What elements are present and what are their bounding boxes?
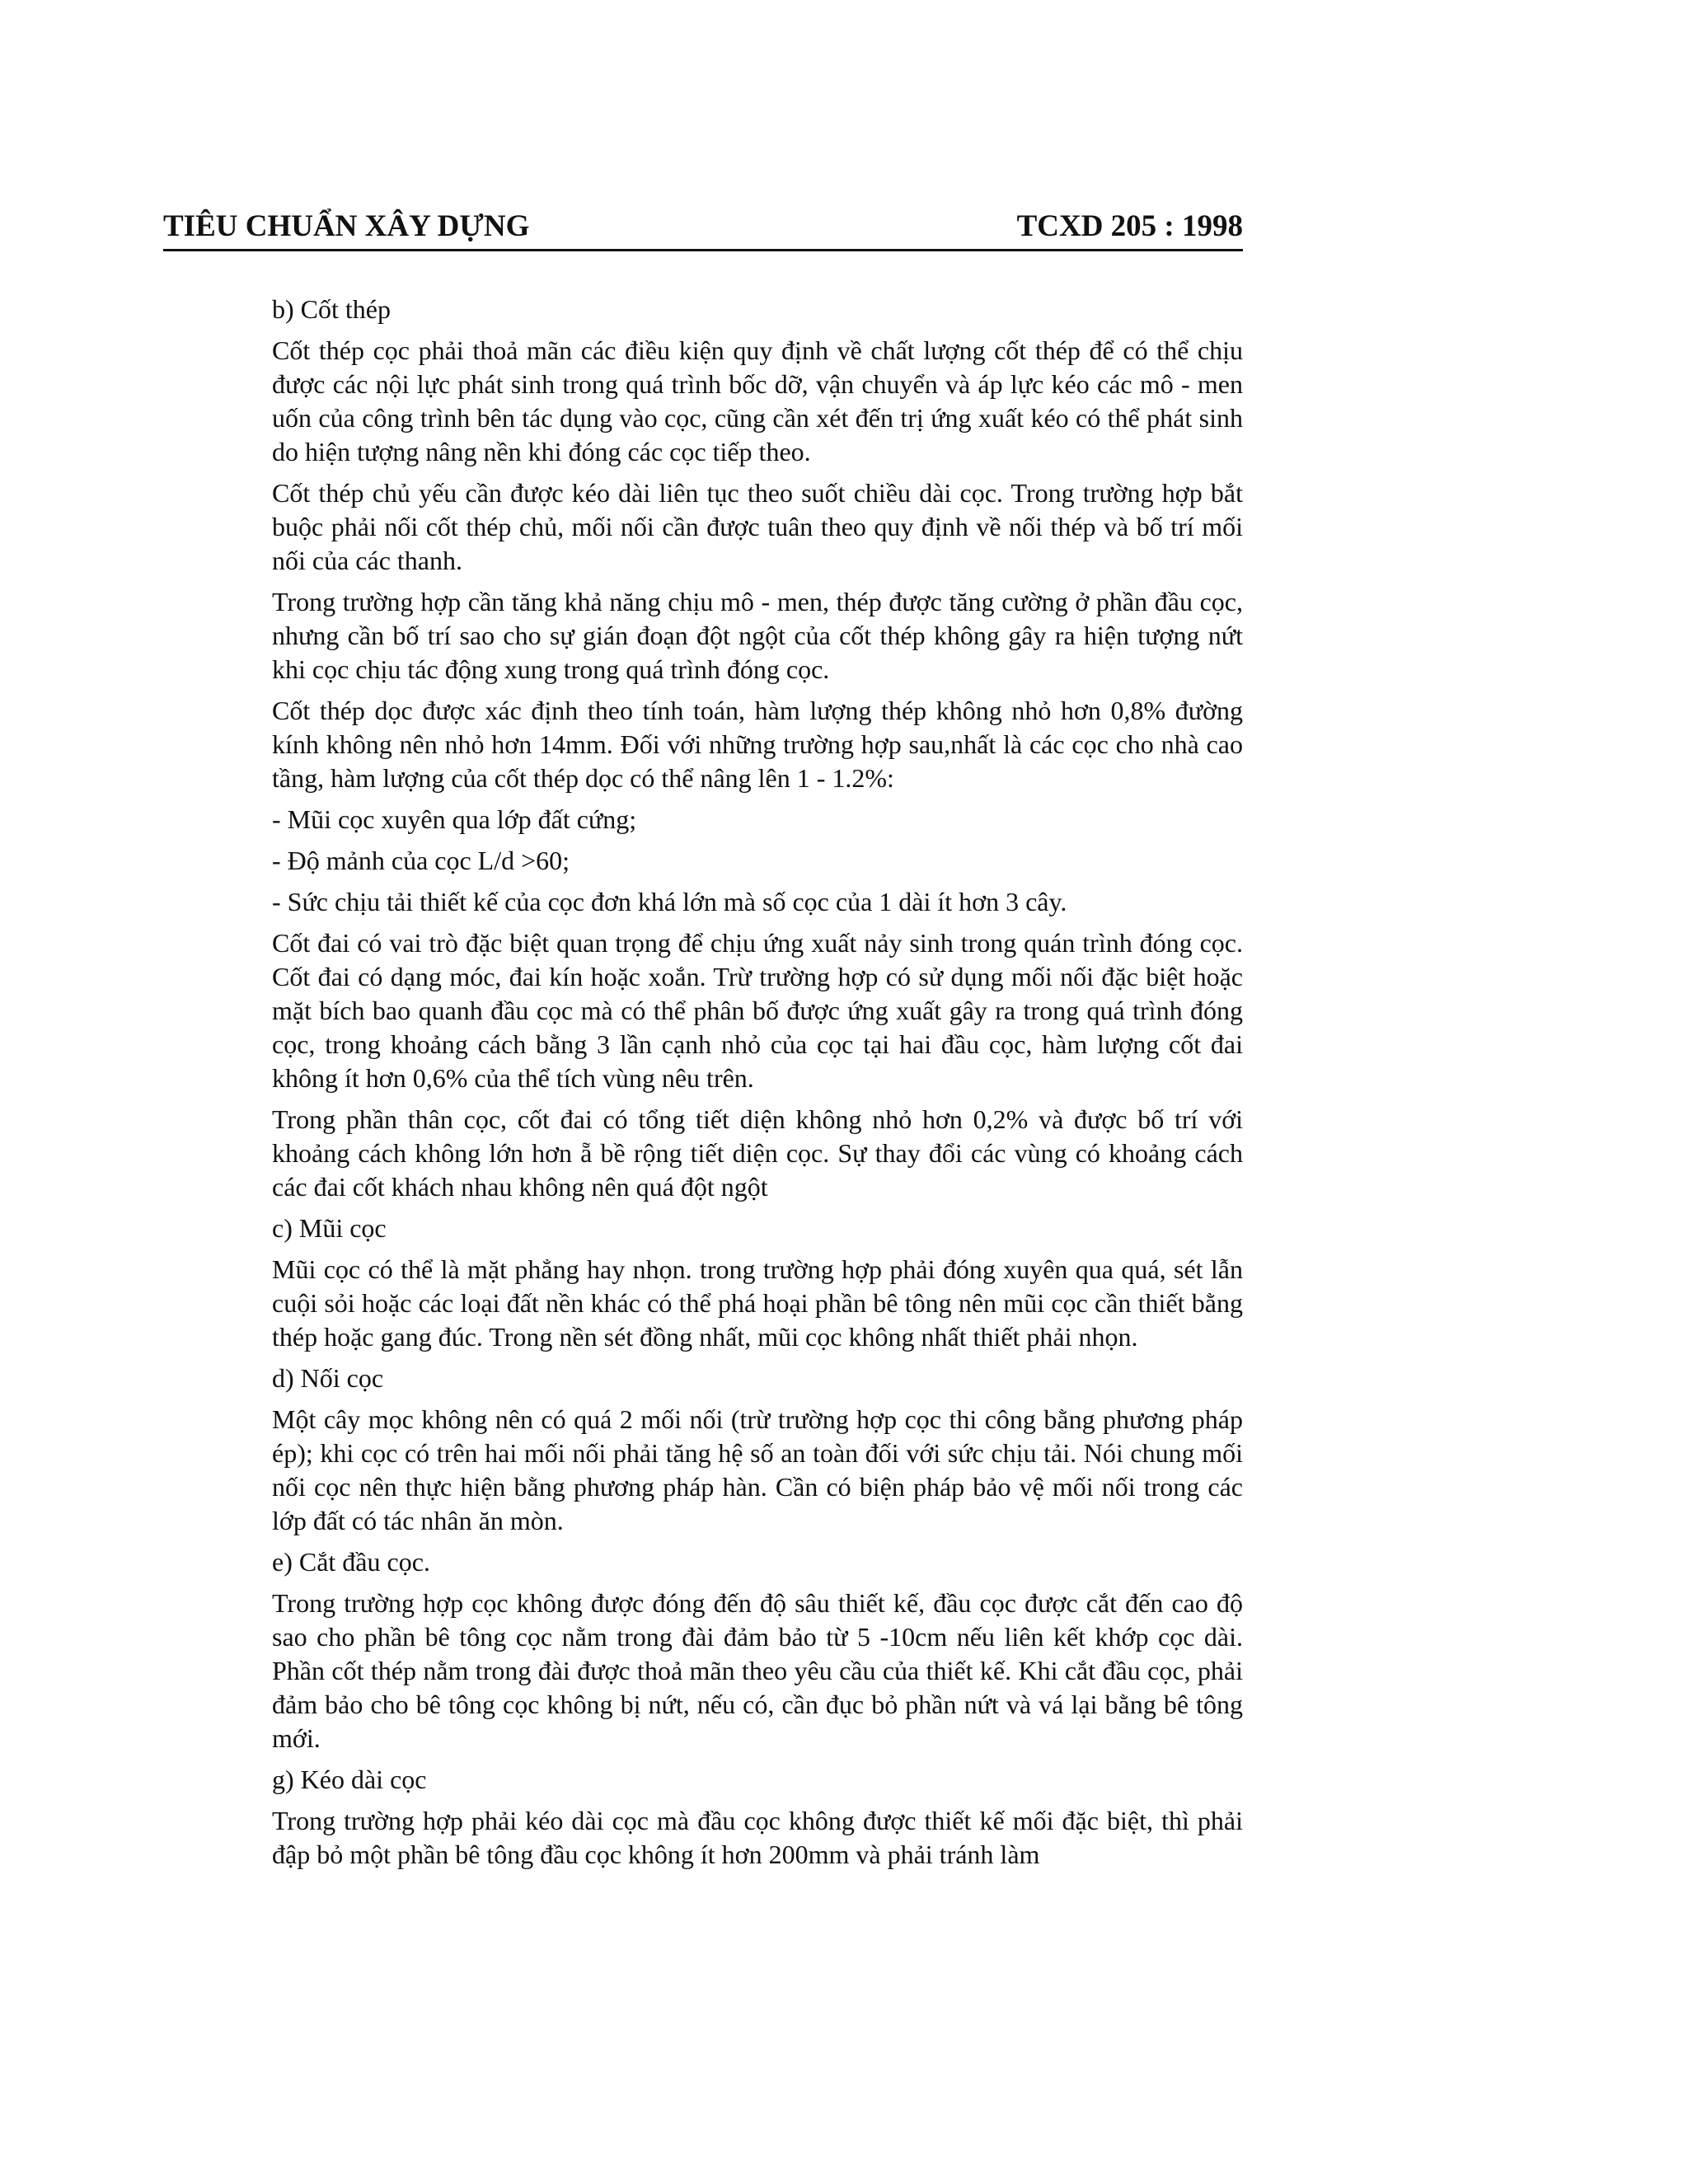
paragraph: Trong phần thân cọc, cốt đai có tổng tiết diện không nhỏ hơn 0,2% và được bố trí với khoảng cách không lớn hơn ẵ bề rộng tiết diện cọc. Sự thay đổi các vùng có khoảng cách các đai cốt khách nhau không nên quá đột ngột (272, 1104, 1243, 1202)
paragraph: Trong trường hợp cần tăng khả năng chịu mô - men, thép được tăng cường ở phần đầu cọc, nhưng cần bố trí sao cho sự gián đoạn đột ngột của cốt thép không gây ra hiện tượng nứt khi cọc chịu tác động xung trong quá trình đóng cọc. (272, 587, 1243, 684)
running-header (163, 208, 1243, 246)
paragraph: Cốt thép cọc phải thoả mãn các điều kiện quy định về chất lượng cốt thép để có thể chịu được các nội lực phát sinh trong quá trình bốc dỡ, vận chuyển và áp lực kéo các mô - men uốn của công trình bên tác dụng vào cọc, cũng cần xét đến trị ứng xuất kéo có thể phát sinh do hiện tượng nâng nền khi đóng các cọc tiếp theo. (272, 335, 1243, 466)
standard-category-title: TIÊU CHUẨN XÂY DỰNG (163, 209, 530, 243)
paragraph: Mũi cọc có thể là mặt phẳng hay nhọn. trong trường hợp phải đóng xuyên qua quá, sét lẫn cuội sỏi hoặc các loại đất nền khác có thể phá hoại phần bê tông nên mũi cọc cần thiết bằng thép hoặc gang đúc. Trong nền sét đồng nhất, mũi cọc không nhất thiết phải nhọn. (272, 1254, 1243, 1352)
standard-code: TCXD 205 : 1998 (1016, 209, 1243, 243)
list-item: - Sức chịu tải thiết kế của cọc đơn khá lớn mà số cọc của 1 dài ít hơn 3 cây. (272, 887, 1067, 916)
section-heading-pile-cutting: e) Cắt đầu cọc. (272, 1547, 430, 1577)
list-item: - Độ mảnh của cọc L/d >60; (272, 846, 570, 875)
header-divider (163, 249, 1243, 251)
list-item: - Mũi cọc xuyên qua lớp đất cứng; (272, 804, 637, 834)
paragraph: Trong trường hợp cọc không được đóng đến độ sâu thiết kế, đầu cọc được cắt đến cao độ sao cho phần bê tông cọc nằm trong đài đảm bảo từ 5 -10cm nếu liên kết khớp cọc dài. Phần cốt thép nằm trong đài được thoả mãn theo yêu cầu của thiết kế. Khi cắt đầu cọc, phải đảm bảo cho bê tông cọc không bị nứt, nếu có, cần đục bỏ phần nứt và vá lại bằng bê tông mới. (272, 1588, 1243, 1753)
paragraph: Trong trường hợp phải kéo dài cọc mà đầu cọc không được thiết kế mối đặc biệt, thì phải đập bỏ một phần bê tông đầu cọc không ít hơn 200mm và phải tránh làm (272, 1806, 1243, 1869)
paragraph: Một cây mọc không nên có quá 2 mối nối (trừ trường hợp cọc thi công bằng phương pháp ép); khi cọc có trên hai mối nối phải tăng hệ số an toàn đối với sức chịu tải. Nói chung mối nối cọc nên thực hiện bằng phương pháp hàn. Cần có biện pháp bảo vệ mối nối trong các lớp đất có tác nhân ăn mòn. (272, 1404, 1243, 1535)
paragraph: Cốt thép dọc được xác định theo tính toán, hàm lượng thép không nhỏ hơn 0,8% đường kính không nên nhỏ hơn 14mm. Đối với những trường hợp sau,nhất là các cọc cho nhà cao tầng, hàm lượng của cốt thép dọc có thể nâng lên 1 - 1.2%: (272, 696, 1243, 793)
paragraph: Cốt thép chủ yếu cần được kéo dài liên tục theo suốt chiều dài cọc. Trong trường hợp bắt buộc phải nối cốt thép chủ, mối nối cần được tuân theo quy định về nối thép và bố trí mối nối của các thanh. (272, 478, 1243, 575)
section-heading-reinforcement: b) Cốt thép (272, 294, 391, 324)
section-heading-pile-joint: d) Nối cọc (272, 1363, 384, 1393)
document-body (272, 293, 1243, 1879)
section-heading-pile-tip: c) Mũi cọc (272, 1213, 387, 1243)
paragraph: Cốt đai có vai trò đặc biệt quan trọng để chịu ứng xuất nảy sinh trong quán trình đóng cọc. Cốt đai có dạng móc, đai kín hoặc xoắn. Trừ trường hợp có sử dụng mối nối đặc biệt hoặc mặt bích bao quanh đầu cọc mà có thể phân bố được ứng xuất gây ra trong quá trình đóng cọc, trong khoảng cách bằng 3 lần cạnh nhỏ của cọc tại hai đầu cọc, hàm lượng cốt đai không ít hơn 0,6% của thể tích vùng nêu trên. (272, 928, 1243, 1093)
section-heading-pile-extension: g) Kéo dài cọc (272, 1765, 427, 1794)
